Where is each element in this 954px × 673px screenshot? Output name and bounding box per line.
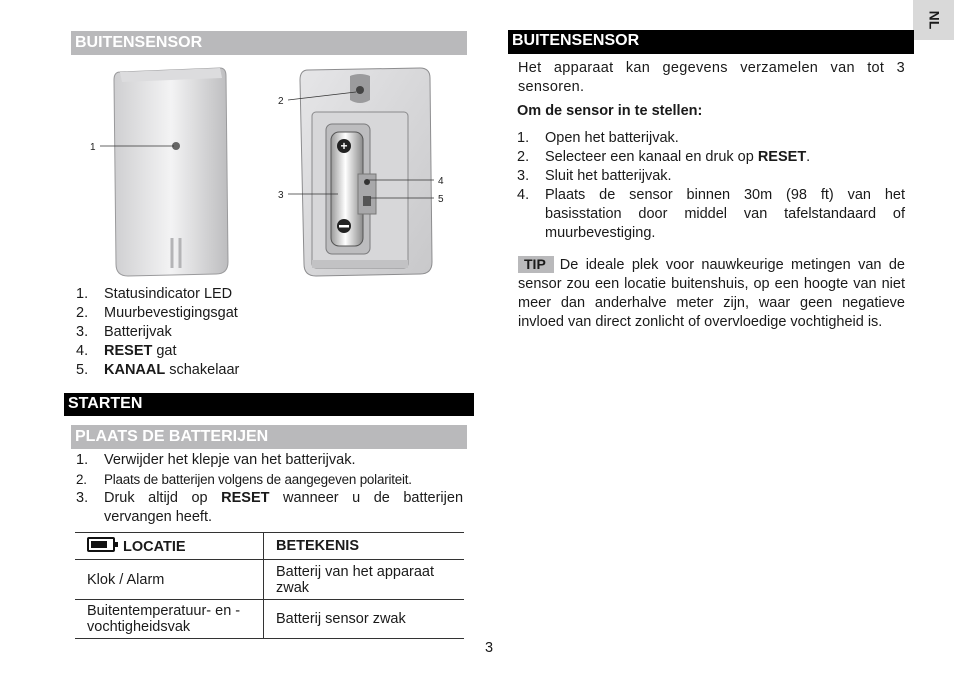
table-header-row	[75, 533, 464, 560]
subheading: Om de sensor in te stellen:	[517, 103, 703, 119]
battery-indicator-table	[75, 532, 464, 639]
list-item: 3. Sluit het batterijvak.	[517, 168, 672, 184]
callout-5: 5	[438, 194, 444, 205]
list-item: 2. Selecteer een kanaal en druk op RESET.	[517, 149, 811, 165]
callout-1: 1	[90, 142, 96, 153]
table-row	[75, 560, 464, 600]
language-tab	[913, 0, 954, 40]
list-item: 1. Verwijder het klepje van het batterijvak.	[76, 452, 356, 468]
parts-list	[76, 285, 456, 380]
table-row	[75, 600, 464, 639]
page-number: 3	[485, 640, 494, 656]
sensor-back-view	[300, 68, 432, 276]
table-cell-meaning: Batterij sensor zwak	[264, 600, 465, 639]
callout-2: 2	[278, 96, 284, 107]
wall-mount-hole-icon	[356, 86, 364, 94]
svg-text:+: +	[340, 139, 348, 153]
sensor-front-view	[114, 68, 228, 276]
battery-icon	[87, 537, 115, 552]
table-header-location: LOCATIE	[75, 533, 264, 560]
tip-paragraph	[518, 256, 905, 332]
language-label: NL	[926, 10, 943, 30]
section-title: PLAATS DE BATTERIJEN	[75, 428, 269, 445]
table-cell-location: Buitentemperatuur- en -vochtigheidsvak	[75, 600, 264, 639]
intro-paragraph: Het apparaat kan gegevens verzamelen van tot 3 sensoren.	[518, 60, 905, 95]
list-item: 1. Statusindicator LED	[76, 286, 233, 302]
section-title: STARTEN	[68, 395, 143, 412]
section-header-batterijen	[71, 425, 467, 449]
tip-badge: TIP	[518, 256, 554, 273]
callout-3: 3	[278, 190, 284, 201]
battery-steps-list	[76, 451, 463, 527]
section-header-starten	[64, 393, 474, 416]
list-item: 2. Plaats de batterijen volgens de aangegeven polariteit.	[76, 472, 412, 487]
callout-4: 4	[438, 176, 444, 187]
list-item: 3. Druk altijd op RESET wanneer u de batterijen vervangen heeft.	[76, 490, 464, 525]
list-item: 3. Batterijvak	[76, 324, 172, 340]
setup-steps-list	[517, 129, 905, 243]
section-title: BUITENSENSOR	[512, 32, 640, 49]
section-header-buitensensor-left	[71, 31, 467, 55]
list-item: 4. RESET gat	[76, 343, 177, 359]
sensor-illustration	[80, 62, 460, 284]
section-title: BUITENSENSOR	[75, 34, 203, 51]
table-header-meaning: BETEKENIS	[264, 533, 465, 560]
table-cell-location: Klok / Alarm	[75, 560, 264, 600]
list-item: 5. KANAAL schakelaar	[76, 362, 240, 378]
list-item: 1. Open het batterijvak.	[517, 130, 679, 146]
table-cell-meaning: Batterij van het apparaat zwak	[264, 560, 465, 600]
section-header-buitensensor-right	[508, 30, 914, 54]
list-item: 2. Muurbevestigingsgat	[76, 305, 238, 321]
list-item: 4. Plaats de sensor binnen 30m (98 ft) van het basisstation door middel van tafelstandaard of muurbevestiging.	[517, 187, 905, 241]
tip-text: De ideale plek voor nauwkeurige metingen van de sensor zou een locatie buitenshuis, op een hoogte van niet meer dan anderhalve meter zijn, waar geen negatieve invloed van direct zonlicht of overvloedige vochtigheid is.	[518, 257, 905, 330]
